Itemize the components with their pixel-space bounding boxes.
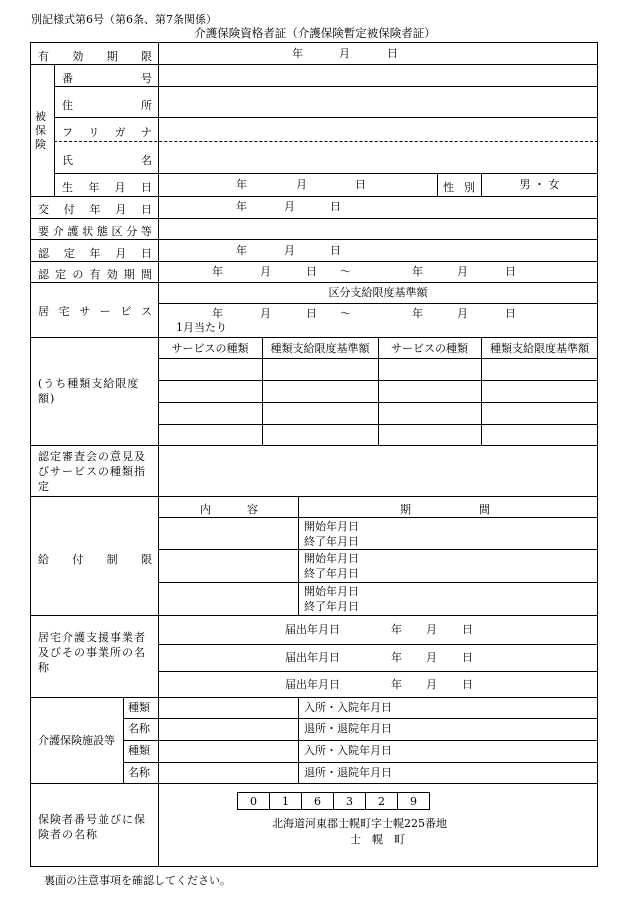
notify-year-1: 年 bbox=[391, 623, 402, 636]
form-number: 別記様式第6号（第6条、第7条関係） bbox=[31, 13, 217, 26]
insurer-digit: 9 bbox=[397, 792, 430, 810]
notify-month-2: 月 bbox=[426, 651, 437, 664]
facility-type-label-1: 種類 bbox=[128, 701, 150, 714]
facility-label: 介護保険施設等 bbox=[38, 734, 115, 747]
restriction-start-1: 開始年月日 bbox=[304, 520, 359, 533]
content-header: 内 容 bbox=[200, 503, 258, 516]
dob-month: 月 bbox=[296, 178, 307, 191]
validity-label: 有 効 期 限 bbox=[38, 50, 152, 63]
insured-group-label: 被保険 bbox=[35, 110, 46, 151]
per-month-label: 1月当たり bbox=[176, 321, 227, 334]
type-header-limit-2: 種類支給限度基準額 bbox=[490, 342, 589, 355]
service-to-month: 月 bbox=[457, 307, 468, 320]
discharge-label-2: 退所・退院年月日 bbox=[304, 766, 392, 779]
period-from-year: 年 bbox=[212, 265, 223, 278]
service-from-month: 月 bbox=[260, 307, 271, 320]
notify-month-1: 月 bbox=[426, 623, 437, 636]
period-to-month: 月 bbox=[457, 265, 468, 278]
cert-month: 月 bbox=[284, 244, 295, 257]
insurer-label: 保険者番号並びに保険者の名称 bbox=[38, 813, 146, 841]
notify-year-2: 年 bbox=[391, 651, 402, 664]
service-to-day: 日 bbox=[505, 307, 516, 320]
footer-note: 裏面の注意事項を確認してください。 bbox=[44, 874, 231, 887]
period-from-day: 日 bbox=[306, 265, 317, 278]
discharge-label-1: 退所・退院年月日 bbox=[304, 722, 392, 735]
notify-label-1: 届出年月日 bbox=[285, 623, 340, 636]
insured-number-label: 番 号 bbox=[62, 72, 152, 85]
notify-day-1: 日 bbox=[462, 623, 473, 636]
issue-date-label: 交 付 年 月 日 bbox=[38, 203, 152, 216]
type-header-service-1: サービスの種類 bbox=[171, 342, 249, 355]
facility-name-label-1: 名称 bbox=[128, 722, 150, 735]
validity-year: 年 bbox=[292, 47, 303, 60]
insurer-address: 北海道河東郡士幌町字士幌225番地 bbox=[272, 817, 447, 830]
care-level-label: 要 介 護 状 態 区 分 等 bbox=[38, 225, 152, 238]
admission-label-2: 入所・入院年月日 bbox=[304, 744, 392, 757]
benefit-restriction-label: 給 付 制 限 bbox=[38, 553, 152, 566]
service-from-day: 日 bbox=[306, 307, 317, 320]
insurer-digit: 3 bbox=[333, 792, 366, 810]
insurer-digit: 2 bbox=[365, 792, 398, 810]
notify-label-3: 届出年月日 bbox=[285, 678, 340, 691]
period-header: 期 間 bbox=[400, 503, 490, 516]
insured-dob-label: 生 年 月 日 bbox=[62, 181, 152, 194]
restriction-end-1: 終了年月日 bbox=[304, 535, 359, 548]
insurer-name: 士 幌 町 bbox=[350, 833, 405, 846]
care-plan-provider-label: 居宅介護支援事業者及びその事業所の名称 bbox=[38, 631, 146, 674]
issue-month: 月 bbox=[284, 200, 295, 213]
opinion-label: 認定審査会の意見及びサービスの種類指定 bbox=[38, 450, 146, 493]
dob-year: 年 bbox=[236, 178, 247, 191]
insured-furigana-label: フ リ ガ ナ bbox=[62, 126, 152, 139]
period-from-month: 月 bbox=[260, 265, 271, 278]
restriction-end-2: 終了年月日 bbox=[304, 567, 359, 580]
issue-day: 日 bbox=[330, 200, 341, 213]
sex-label: 性 別 bbox=[443, 181, 475, 194]
form-title: 介護保険資格者証（介護保険暫定被保険者証） bbox=[194, 26, 436, 40]
period-separator: ～ bbox=[340, 265, 351, 278]
validity-day: 日 bbox=[387, 47, 398, 60]
insurer-digit: 0 bbox=[237, 792, 270, 810]
type-limit-label: (うち種類支給限度額) bbox=[38, 377, 140, 405]
restriction-start-2: 開始年月日 bbox=[304, 552, 359, 565]
sex-options: 男 ・ 女 bbox=[519, 178, 560, 191]
notify-day-2: 日 bbox=[462, 651, 473, 664]
service-separator: ～ bbox=[340, 307, 351, 320]
facility-type-label-2: 種類 bbox=[128, 744, 150, 757]
limit-header: 区分支給限度基準額 bbox=[328, 286, 428, 299]
type-header-service-2: サービスの種類 bbox=[391, 342, 468, 355]
service-to-year: 年 bbox=[412, 307, 423, 320]
cert-date-label: 認 定 年 月 日 bbox=[38, 247, 152, 260]
cert-day: 日 bbox=[330, 244, 341, 257]
insured-name-label: 氏 名 bbox=[62, 154, 152, 167]
dob-day: 日 bbox=[355, 178, 366, 191]
cert-period-label: 認 定 の 有 効 期 間 bbox=[38, 268, 152, 281]
insurer-digit: 6 bbox=[301, 792, 334, 810]
issue-year: 年 bbox=[236, 200, 247, 213]
restriction-start-3: 開始年月日 bbox=[304, 585, 359, 598]
insurer-digit: 1 bbox=[269, 792, 302, 810]
type-header-limit-1: 種類支給限度基準額 bbox=[270, 342, 370, 355]
insurer-number-boxes bbox=[238, 792, 430, 810]
period-to-day: 日 bbox=[505, 265, 516, 278]
insured-address-label: 住 所 bbox=[62, 99, 152, 112]
validity-month: 月 bbox=[339, 47, 350, 60]
restriction-end-3: 終了年月日 bbox=[304, 600, 359, 613]
facility-name-label-2: 名称 bbox=[128, 766, 150, 779]
notify-label-2: 届出年月日 bbox=[285, 651, 340, 664]
admission-label-1: 入所・入院年月日 bbox=[304, 701, 392, 714]
notify-year-3: 年 bbox=[391, 678, 402, 691]
cert-year: 年 bbox=[236, 244, 247, 257]
home-service-label: 居 宅 サ ー ビ ス bbox=[38, 305, 152, 318]
notify-month-3: 月 bbox=[426, 678, 437, 691]
period-to-year: 年 bbox=[412, 265, 423, 278]
notify-day-3: 日 bbox=[462, 678, 473, 691]
service-from-year: 年 bbox=[212, 307, 223, 320]
